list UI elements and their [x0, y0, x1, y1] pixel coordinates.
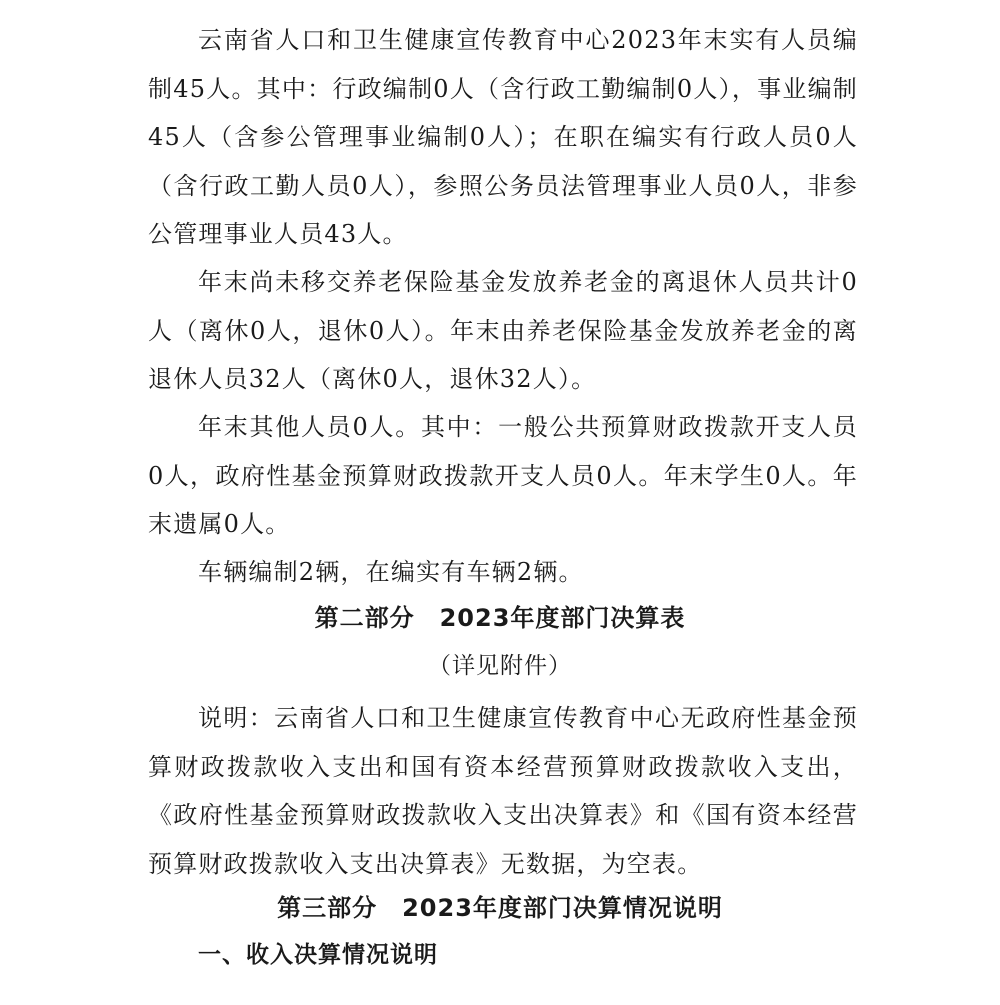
paragraph-retirees: 年末尚未移交养老保险基金发放养老金的离退休人员共计0人（离休0人，退休0人）。年末由养老保险基金发放养老金的离退休人员32人（离休0人，退休32人）。 [148, 268, 858, 393]
part3-heading: 第三部分 2023年度部门决算情况说明 [277, 894, 723, 922]
paragraph-other-personnel: 年末其他人员0人。其中：一般公共预算财政拨款开支人员0人，政府性基金预算财政拨款开支人员0人。年末学生0人。年末遗属0人。 [148, 413, 858, 538]
part2-heading: 第二部分 2023年度部门决算表 [314, 604, 686, 632]
section1-heading: 一、收入决算情况说明 [198, 942, 438, 968]
part2-note: （详见附件） [428, 653, 572, 679]
paragraph-staffing: 云南省人口和卫生健康宣传教育中心2023年末实有人员编制45人。其中：行政编制0人（含行政工勤编制0人），事业编制45人（含参公管理事业编制0人）；在职在编实有行政人员0人（含行政工勤人员0人），参照公务员法管理事业人员0人，非参公管理事业人员43人。 [148, 26, 858, 248]
paragraph-explanation: 说明：云南省人口和卫生健康宣传教育中心无政府性基金预算财政拨款收入支出和国有资本经营预算财政拨款收入支出，《政府性基金预算财政拨款收入支出决算表》和《国有资本经营预算财政拨款收入支出决算表》无数据，为空表。 [148, 704, 858, 878]
paragraph-vehicles: 车辆编制2辆，在编实有车辆2辆。 [198, 558, 584, 586]
